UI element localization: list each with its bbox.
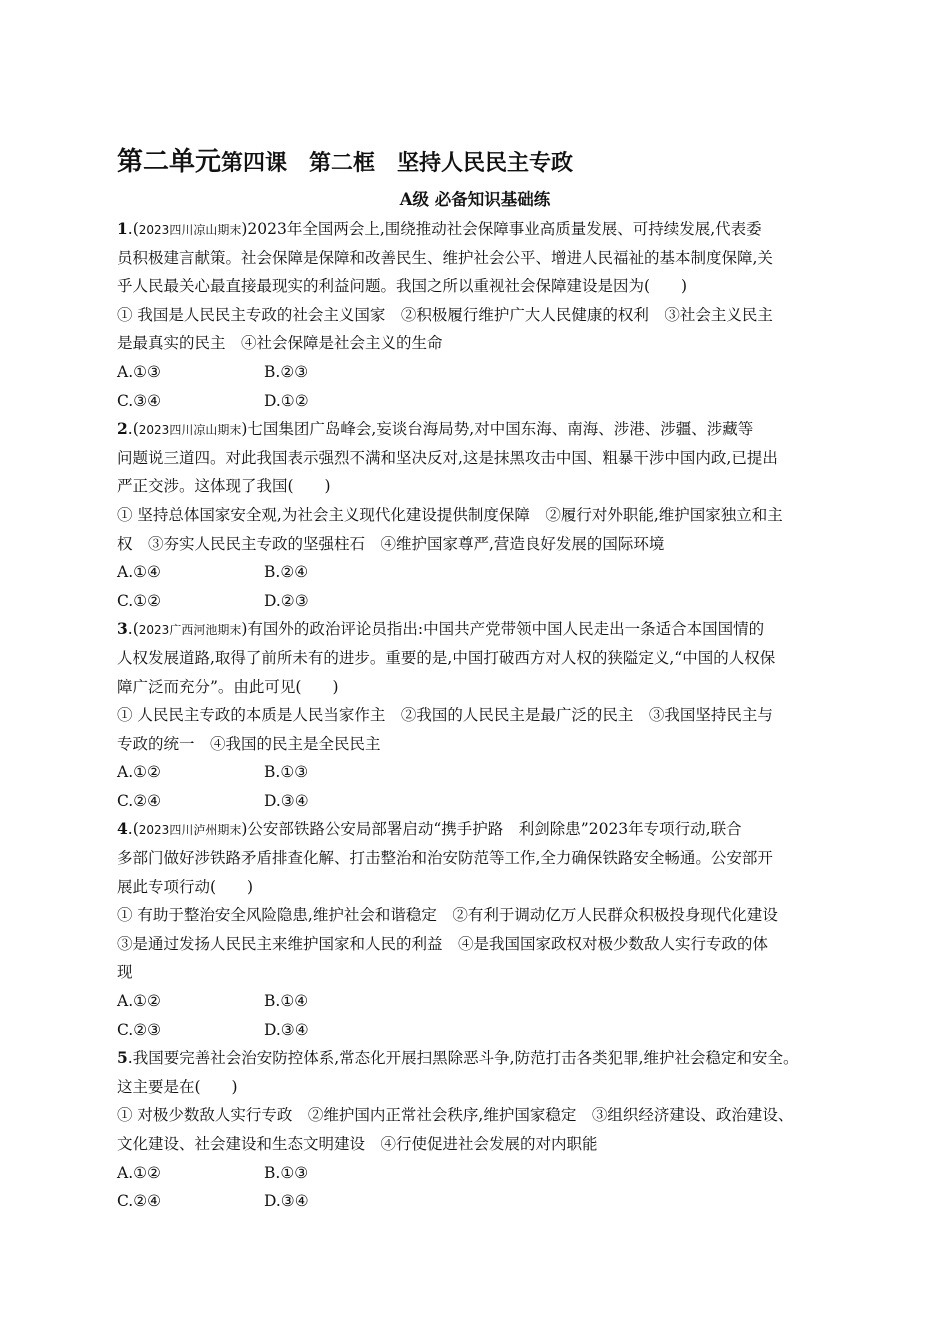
option-row — [117, 987, 837, 1016]
statement-line: ① 人民民主专政的本质是人民当家作主 ②我国的人民民主是最广泛的民主 ③我国坚持民主与 — [117, 706, 773, 725]
option-row — [117, 787, 837, 816]
answer-option[interactable]: A.①② — [117, 992, 161, 1011]
answer-option[interactable]: D.③④ — [264, 1020, 309, 1039]
stem-start: .我国要完善社会治安防控体系,常态化开展扫黑除恶斗争,防范打击各类犯罪,维护社会稳定和安全。 — [127, 1049, 799, 1068]
statement-line: 是最真实的民主 ④社会保障是社会主义的生命 — [117, 334, 443, 353]
option-row — [117, 558, 837, 587]
answer-option[interactable]: C.③④ — [117, 391, 162, 410]
question-number: 3 — [117, 619, 128, 639]
statement-line: ① 坚持总体国家安全观,为社会主义现代化建设提供制度保障 ②履行对外职能,维护国家独立和主 — [117, 505, 783, 524]
question-stem-line — [117, 1044, 837, 1073]
question-number: 2 — [117, 419, 128, 439]
option-row — [117, 1187, 837, 1216]
answer-option[interactable]: B.②④ — [264, 563, 309, 582]
stem-rest: )公安部铁路公安局部署启动“携手护路 利剑除患”2023年专项行动,联合 — [241, 820, 742, 839]
answer-option[interactable]: B.①④ — [264, 992, 309, 1011]
question-stem-line — [117, 615, 837, 644]
statement-line: ① 对极少数敌人实行专政 ②维护国内正常社会秩序,维护国家稳定 ③组织经济建设、政治建设、 — [117, 1106, 794, 1125]
statement-line: ③是通过发扬人民民主来维护国家和人民的利益 ④是我国国家政权对极少数敌人实行专政的体 — [117, 934, 769, 953]
question-source: 2023四川凉山期末 — [138, 423, 242, 438]
stem-start: .( — [127, 820, 139, 839]
answer-option[interactable]: A.①④ — [117, 563, 161, 582]
option-row — [117, 758, 837, 787]
answer-option[interactable]: B.①③ — [264, 1163, 309, 1182]
statement-line: 专政的统一 ④我国的民主是全民民主 — [117, 734, 381, 753]
stem-rest: )2023年全国两会上,围绕推动社会保障事业高质量发展、可持续发展,代表委 — [241, 220, 762, 238]
answer-option[interactable]: C.②③ — [117, 1020, 162, 1039]
answer-option[interactable]: B.②③ — [264, 362, 309, 381]
answer-option[interactable]: A.①② — [117, 1163, 161, 1182]
section-title: A级 必备知识基础练 — [399, 190, 551, 209]
question-stem-line: 乎人民最关心最直接最现实的利益问题。我国之所以重视社会保障建设是因为( ) — [117, 277, 688, 296]
stem-start: .( — [127, 220, 139, 238]
option-row — [117, 587, 837, 616]
statement-line: ① 我国是人民民主专政的社会主义国家 ②积极履行维护广大人民健康的权利 ③社会主义民主 — [117, 305, 773, 324]
answer-option[interactable]: D.②③ — [264, 591, 309, 610]
stem-start: .( — [127, 420, 139, 439]
question-3 — [117, 615, 837, 815]
statement-line: 现 — [117, 963, 133, 982]
question-source: 2023四川凉山期末 — [138, 223, 242, 237]
lesson-title: 第四课 第二框 坚持人民民主专政 — [221, 150, 574, 176]
answer-option[interactable]: C.②④ — [117, 1192, 162, 1211]
stem-rest: )有国外的政治评论员指出:中国共产党带领中国人民走出一条适合本国国情的 — [241, 620, 765, 639]
question-stem-line: 严正交涉。这体现了我国( ) — [117, 477, 331, 496]
question-2 — [117, 415, 837, 615]
answer-option[interactable]: D.③④ — [264, 1192, 309, 1211]
question-stem-line: 人权发展道路,取得了前所未有的进步。重要的是,中国打破西方对人权的狭隘定义,“中国的人权保 — [117, 648, 776, 667]
question-source: 2023广西河池期末 — [138, 623, 242, 638]
option-row — [117, 1016, 837, 1045]
question-list — [117, 215, 837, 1216]
stem-rest: )七国集团广岛峰会,妄谈台海局势,对中国东海、南海、涉港、涉疆、涉藏等 — [241, 420, 754, 439]
question-stem-line: 问题说三道四。对此我国表示强烈不满和坚决反对,这是抹黑攻击中国、粗暴干涉中国内政,已提出 — [117, 448, 778, 467]
answer-option[interactable]: C.①② — [117, 591, 162, 610]
question-source: 2023四川泸州期末 — [138, 823, 242, 838]
question-1 — [117, 215, 837, 415]
page-title — [117, 141, 573, 178]
statement-line: 文化建设、社会建设和生态文明建设 ④行使促进社会发展的对内职能 — [117, 1135, 598, 1153]
unit-title: 第二单元 — [117, 147, 222, 177]
question-stem-line — [117, 415, 837, 444]
question-stem-line: 多部门做好涉铁路矛盾排查化解、打击整治和治安防范等工作,全力确保铁路安全畅通。公安部开 — [117, 849, 773, 868]
question-number: 5 — [117, 1048, 128, 1068]
option-row — [117, 387, 837, 416]
question-stem-line — [117, 815, 837, 844]
statement-line: ① 有助于整治安全风险隐患,维护社会和谐稳定 ②有利于调动亿万人民群众积极投身现代化建设 — [117, 906, 778, 925]
question-stem-line: 员积极建言献策。社会保障是保障和改善民生、维护社会公平、增进人民福祉的基本制度保障,关 — [117, 248, 773, 267]
answer-option[interactable]: A.①② — [117, 763, 161, 782]
question-number: 4 — [117, 819, 128, 839]
stem-start: .( — [127, 620, 139, 639]
question-stem-line — [117, 215, 837, 244]
statement-line: 权 ③夯实人民民主专政的坚强柱石 ④维护国家尊严,营造良好发展的国际环境 — [117, 534, 665, 553]
question-stem-line: 展此专项行动( ) — [117, 877, 254, 896]
question-number: 1 — [117, 219, 128, 238]
answer-option[interactable]: D.①② — [264, 391, 309, 410]
option-row — [117, 358, 837, 387]
question-4 — [117, 815, 837, 1044]
question-5 — [117, 1044, 837, 1216]
answer-option[interactable]: A.①③ — [117, 362, 161, 381]
answer-option[interactable]: C.②④ — [117, 791, 162, 810]
answer-option[interactable]: D.③④ — [264, 791, 309, 810]
answer-option[interactable]: B.①③ — [264, 763, 309, 782]
option-row — [117, 1159, 837, 1188]
question-stem-line: 障广泛而充分”。由此可见( ) — [117, 677, 339, 696]
question-stem-line: 这主要是在( ) — [117, 1077, 238, 1096]
